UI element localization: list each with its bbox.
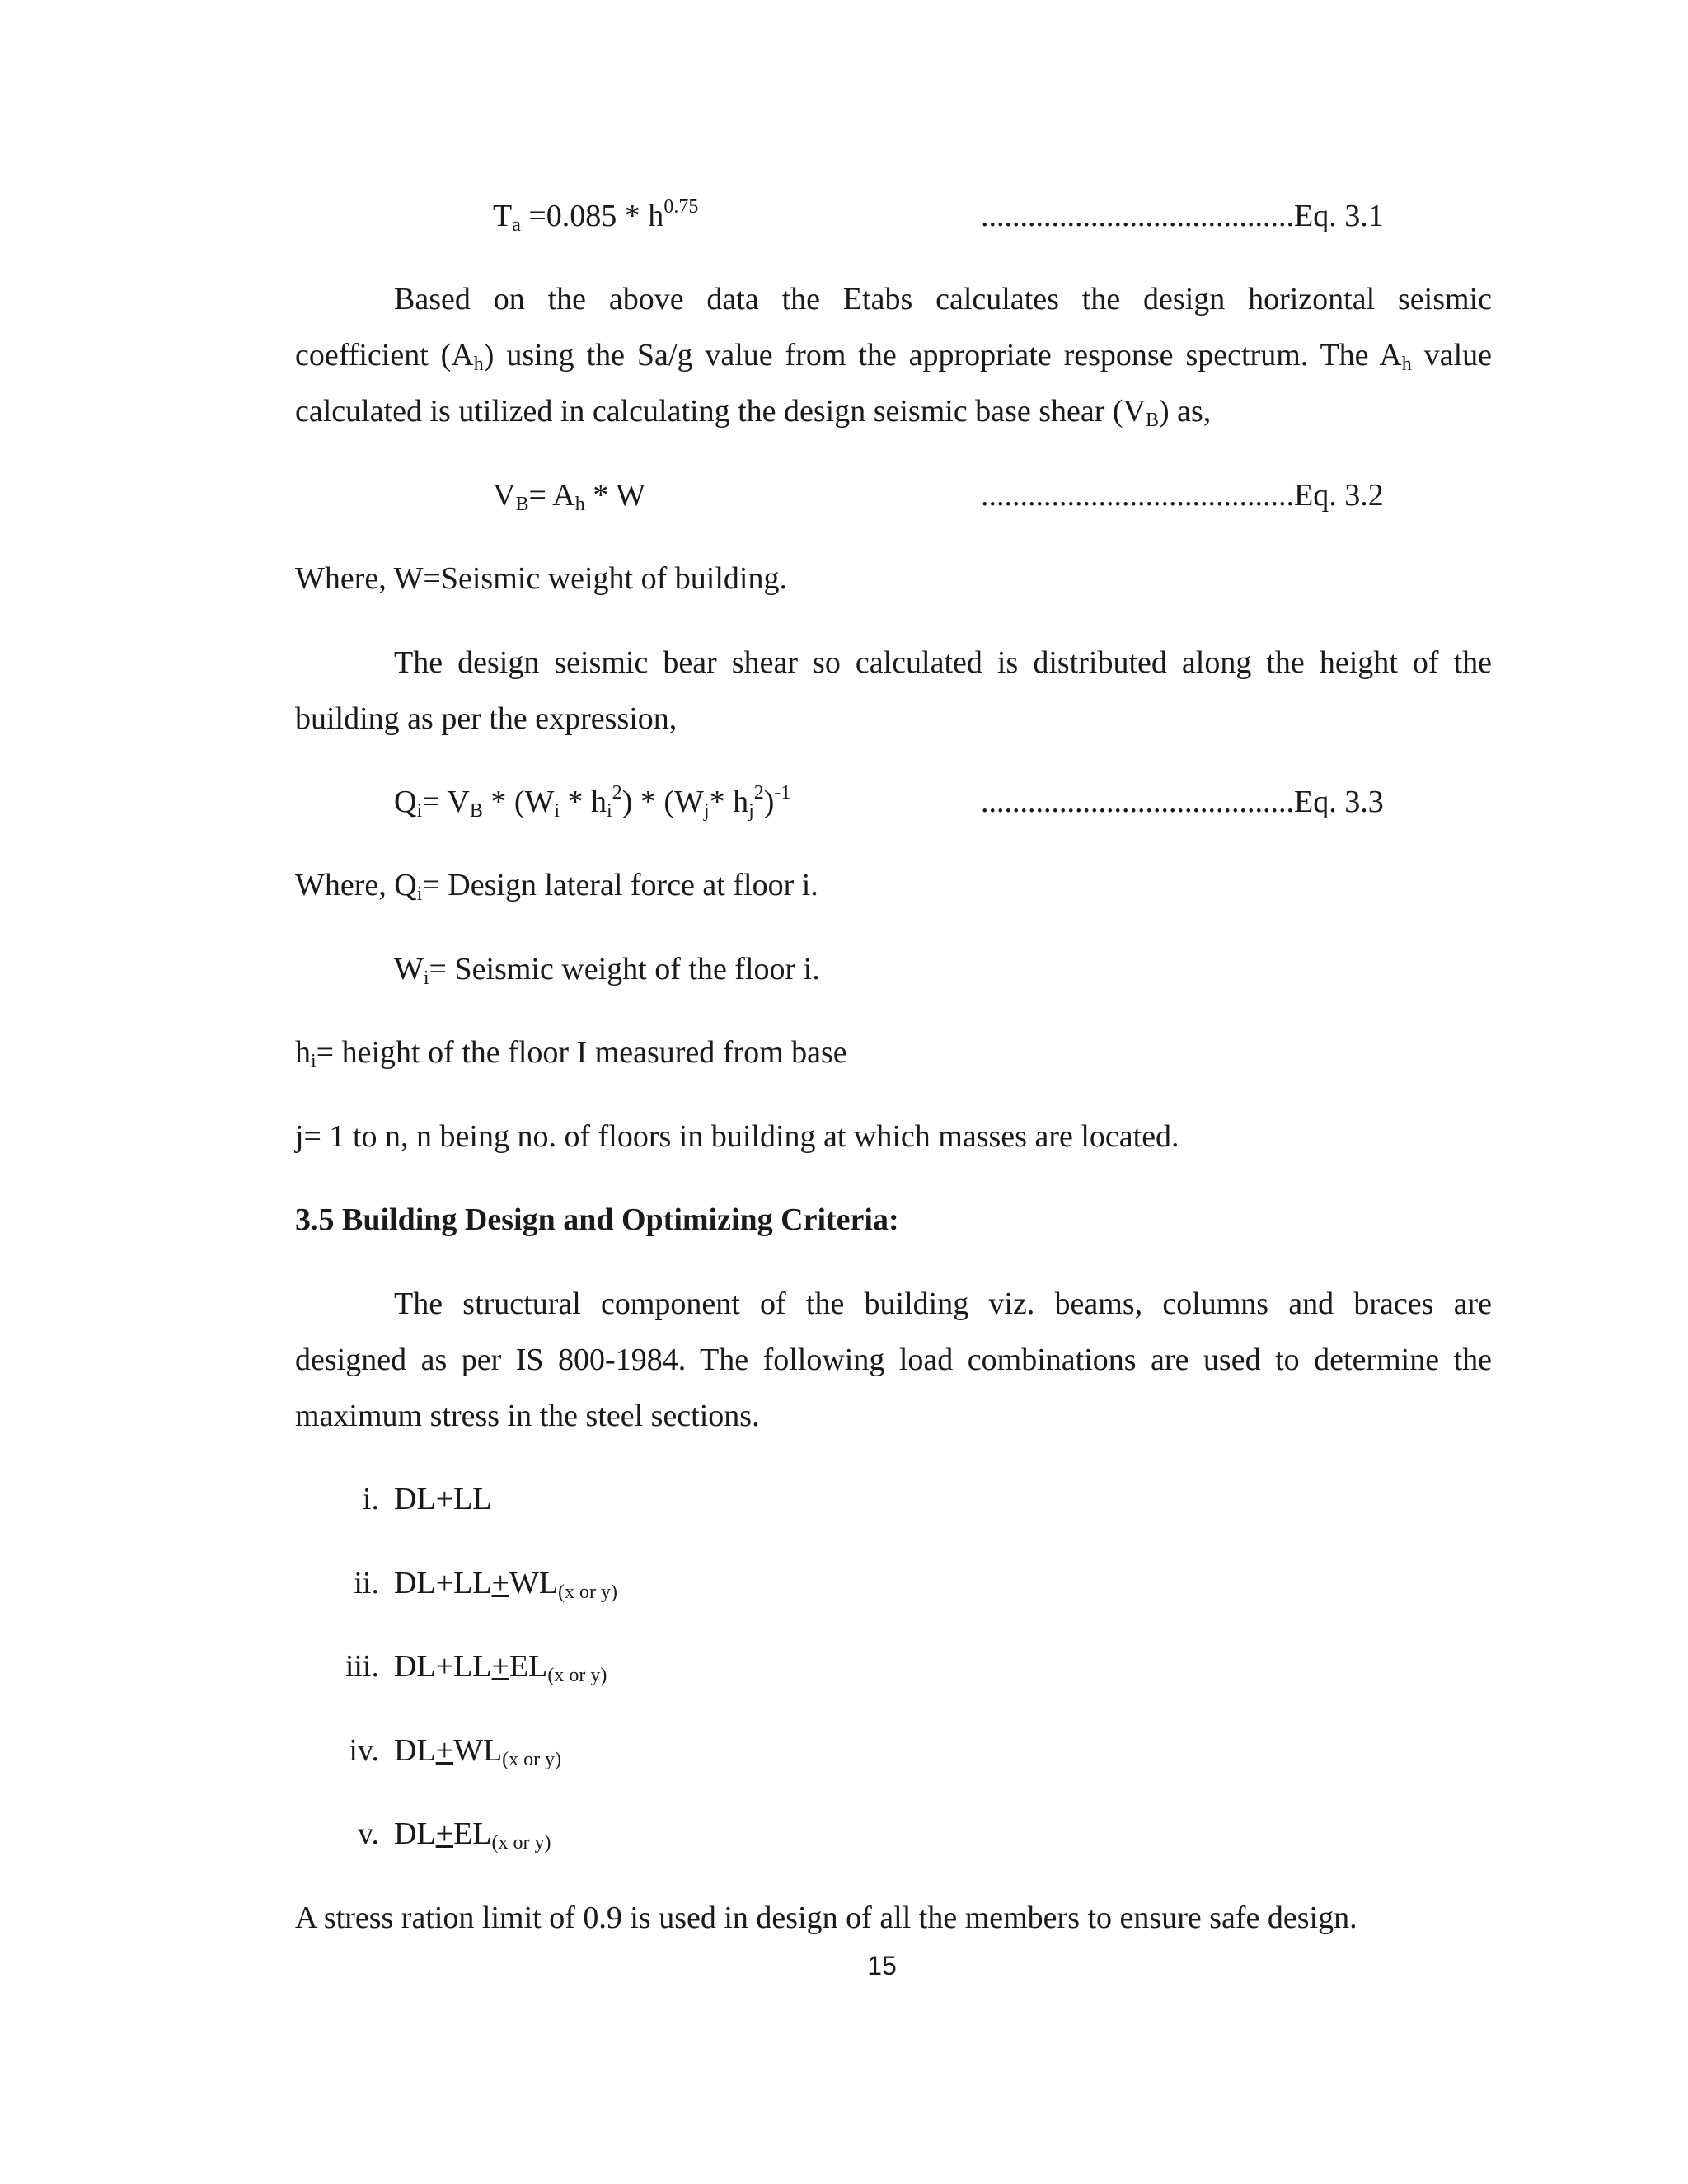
- definition-text: Where, Q: [295, 868, 417, 902]
- definition-text: = Design lateral force at floor i.: [422, 868, 818, 902]
- eq-superscript: 2: [612, 782, 622, 804]
- paragraph-3-line-1: [295, 1284, 1492, 1324]
- paragraph-text: ) using the Sa/g value from the appropriate response spectrum. The A: [483, 338, 1402, 373]
- subscript: (x or y): [547, 1665, 607, 1686]
- subscript: h: [473, 354, 484, 375]
- definition-text: = Seismic weight of the floor i.: [429, 952, 820, 987]
- eq-text: ): [763, 785, 775, 819]
- paragraph-text: The structural component of the building viz. beams, columns and braces are: [394, 1286, 1492, 1321]
- list-number: v.: [357, 1816, 379, 1851]
- where-floor-count: j= 1 to n, n being no. of floors in building at which masses are located.: [295, 1119, 1179, 1154]
- combination-text: DL+LL: [394, 1566, 492, 1601]
- paragraph-text: designed as per IS 800-1984. The following load combinations are used to determine the: [295, 1343, 1492, 1377]
- plus-minus-sign: +: [491, 1566, 509, 1601]
- eq-text: * (W: [482, 785, 555, 819]
- eq-subscript: i: [554, 800, 560, 822]
- definition-text: W: [394, 952, 424, 987]
- equation-3-1: [493, 196, 698, 236]
- eq-superscript: 0.75: [663, 196, 699, 218]
- subscript: h: [1401, 354, 1412, 375]
- where-seismic-weight: Where, W=Seismic weight of building.: [295, 561, 787, 596]
- combination-text: EL: [453, 1816, 492, 1851]
- eq-text: V: [493, 478, 516, 513]
- paragraph-2-line-2: building as per the expression,: [295, 701, 678, 736]
- eq-text: * W: [584, 478, 645, 513]
- combination-text: DL: [394, 1816, 436, 1851]
- eq-text: =0.085 * h: [520, 199, 664, 233]
- load-combination-item: [330, 1563, 617, 1603]
- subscript: i: [311, 1051, 316, 1072]
- definition-text: = height of the floor I measured from base: [316, 1035, 847, 1070]
- plus-minus-sign: +: [491, 1649, 509, 1684]
- paragraph-text: ) as,: [1159, 394, 1212, 429]
- paragraph-1-line-2: [295, 335, 1492, 375]
- subscript: (x or y): [558, 1582, 618, 1603]
- equation-ref-3-1: ........................................Eq. 3.1: [981, 199, 1384, 233]
- paragraph-1-line-1: [295, 279, 1492, 319]
- load-combination-item: [330, 1479, 492, 1519]
- combination-text: DL+LL: [394, 1482, 492, 1516]
- subscript: B: [1145, 410, 1159, 431]
- paragraph-text: Based on the above data the Etabs calculates the design horizontal seismic: [394, 282, 1492, 316]
- eq-text: Q: [394, 785, 417, 819]
- eq-superscript: -1: [774, 782, 791, 804]
- eq-text: ) * (W: [621, 785, 704, 819]
- where-seismic-weight-floor: [394, 949, 820, 989]
- subscript: i: [423, 968, 429, 989]
- where-design-lateral-force: [295, 865, 818, 905]
- definition-text: h: [295, 1035, 311, 1070]
- eq-subscript: h: [574, 494, 585, 515]
- eq-text: * h: [560, 785, 607, 819]
- eq-text: = A: [528, 478, 575, 513]
- list-number: iii.: [345, 1649, 379, 1684]
- load-combination-item: [330, 1647, 607, 1686]
- list-number: ii.: [354, 1566, 379, 1601]
- load-combination-item: [330, 1814, 551, 1854]
- eq-subscript: i: [416, 800, 423, 822]
- eq-text: * h: [709, 785, 749, 819]
- where-floor-height: [295, 1033, 847, 1072]
- eq-superscript: 2: [753, 782, 764, 804]
- paragraph-text: value: [1411, 338, 1492, 373]
- paragraph-3-line-3: maximum stress in the steel sections.: [295, 1399, 760, 1433]
- plus-minus-sign: +: [435, 1733, 454, 1768]
- equation-3-3: [394, 782, 790, 822]
- combination-text: EL: [509, 1649, 548, 1684]
- eq-text: = V: [422, 785, 470, 819]
- list-number: iv.: [349, 1733, 379, 1768]
- equation-3-2: [493, 476, 645, 515]
- eq-subscript: i: [607, 800, 612, 822]
- paragraph-text: coefficient (A: [295, 338, 474, 373]
- list-number: i.: [362, 1482, 379, 1516]
- eq-subscript: B: [469, 800, 483, 822]
- eq-subscript: B: [515, 494, 529, 515]
- page-number: 15: [867, 1951, 897, 1980]
- eq-subscript: a: [512, 214, 521, 236]
- combination-text: DL+LL: [394, 1649, 492, 1684]
- equation-ref-3-3: ........................................Eq. 3.3: [981, 785, 1384, 819]
- subscript: i: [416, 883, 423, 905]
- paragraph-2-line-1: [295, 643, 1492, 682]
- paragraph-1-line-3: [295, 391, 1211, 431]
- paragraph-text: The design seismic bear shear so calculated is distributed along the height of the: [394, 645, 1492, 680]
- eq-subscript: j: [748, 800, 754, 822]
- subscript: (x or y): [491, 1832, 551, 1854]
- eq-text: T: [493, 199, 513, 233]
- paragraph-3-line-2: [295, 1340, 1492, 1380]
- eq-subscript: j: [703, 800, 710, 822]
- equation-ref-3-2: ........................................Eq. 3.2: [981, 478, 1384, 513]
- subscript: (x or y): [502, 1749, 562, 1770]
- section-heading: 3.5 Building Design and Optimizing Criteria:: [295, 1202, 899, 1237]
- paragraph-text: calculated is utilized in calculating the design seismic base shear (V: [295, 394, 1146, 429]
- combination-text: WL: [453, 1733, 503, 1768]
- load-combination-item: [330, 1731, 561, 1770]
- combination-text: WL: [509, 1566, 559, 1601]
- combination-text: DL: [394, 1733, 436, 1768]
- closing-sentence: A stress ration limit of 0.9 is used in design of all the members to ensure safe design.: [295, 1900, 1357, 1935]
- plus-minus-sign: +: [435, 1816, 454, 1851]
